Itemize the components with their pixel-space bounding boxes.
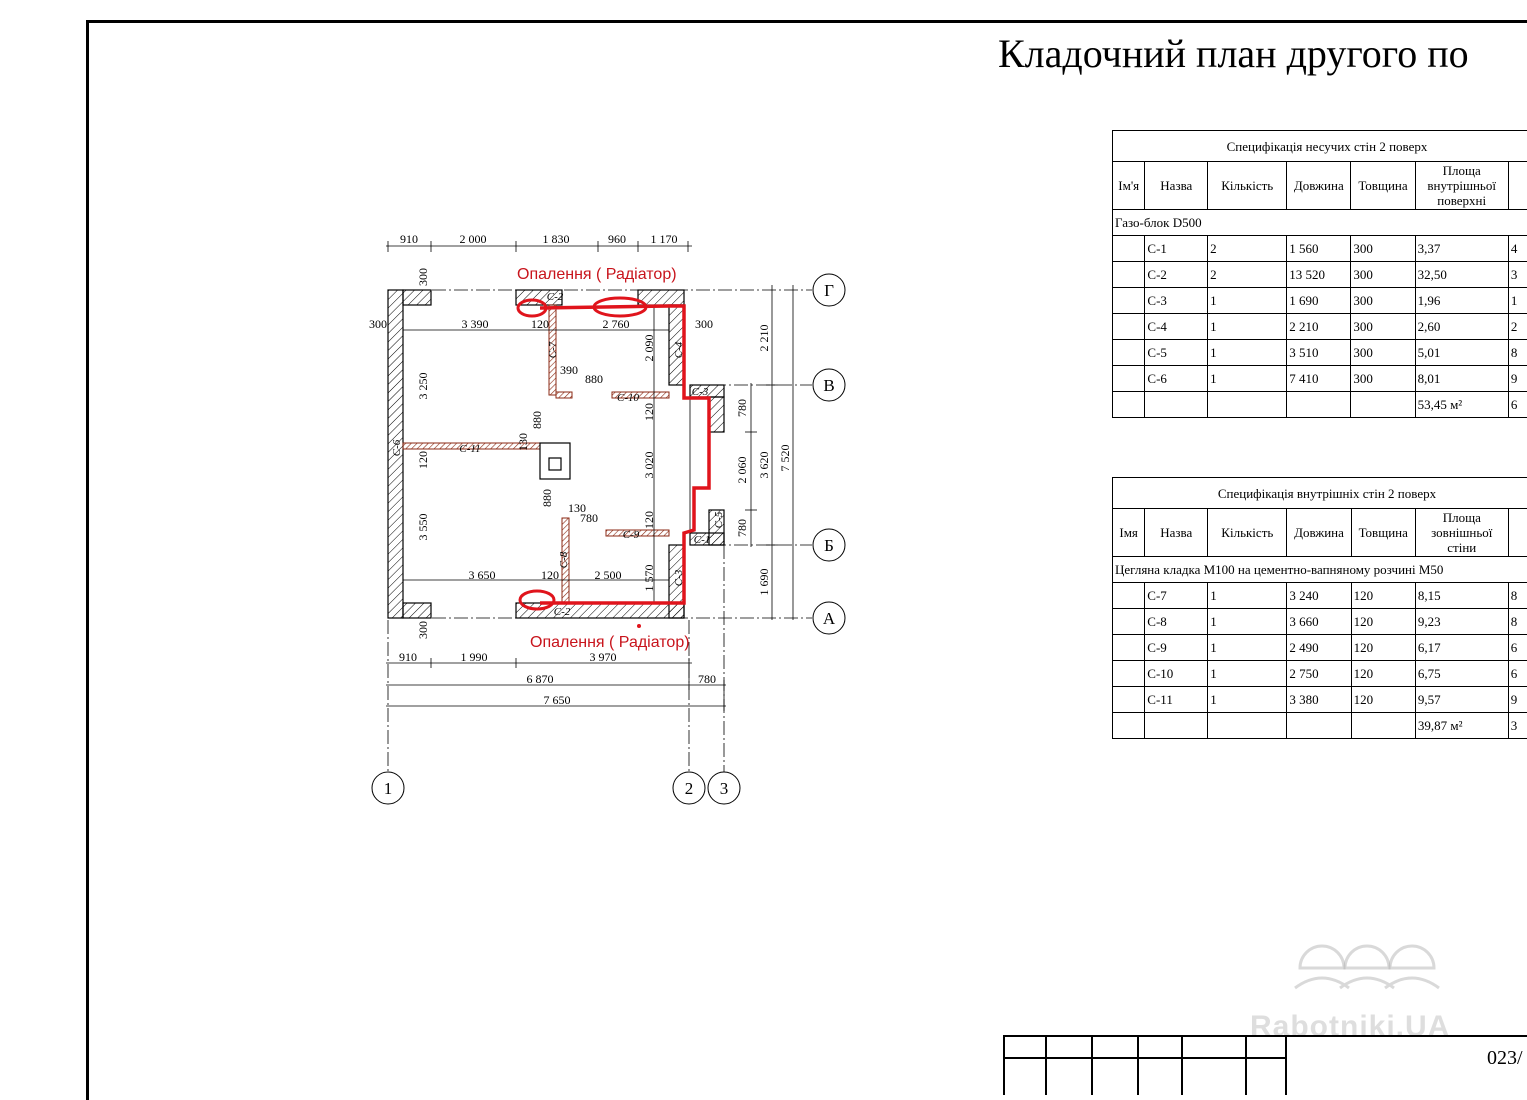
dim-bottom-3: 3 970 xyxy=(590,650,617,664)
table-row: С-2 2 13 520 300 32,50 3 xyxy=(1113,262,1527,288)
table-row: С-1 2 1 560 300 3,37 4 xyxy=(1113,236,1527,262)
wall-label-c8: С-8 xyxy=(558,551,570,568)
table2-group: Цегляна кладка М100 на цементно-вапняному розчині М50 xyxy=(1113,557,1527,583)
dim-inner-19: 2 500 xyxy=(595,568,622,582)
dim-top-5: 1 170 xyxy=(651,232,678,246)
dim-right-3: 2 060 xyxy=(735,457,749,484)
dim-left-4: 300 xyxy=(416,621,430,639)
dim-right-mid: 3 620 xyxy=(757,452,771,479)
table1-header-length: Довжина xyxy=(1287,162,1351,210)
dim-inner-3: 120 xyxy=(531,317,549,331)
table2-title: Специфікація внутрішніх стін 2 поверх xyxy=(1113,478,1527,509)
wall-label-c2-top: С-2 xyxy=(547,291,564,303)
wall-label-c11: С-11 xyxy=(459,443,480,455)
wall-label-c6: С-6 xyxy=(391,439,403,456)
table2-header-name-id: Імя xyxy=(1113,509,1145,557)
wall-label-c10: С-10 xyxy=(617,392,640,404)
table2-header-length: Довжина xyxy=(1287,509,1351,557)
table-row: С-4 1 2 210 300 2,60 2 xyxy=(1113,314,1527,340)
dim-inner-14: 130 xyxy=(568,501,586,515)
stamp-code: 023/ xyxy=(1487,1047,1523,1070)
dim-inner-10: 880 xyxy=(530,411,544,429)
dim-top-3: 1 830 xyxy=(543,232,570,246)
dim-inner-2: 3 390 xyxy=(462,317,489,331)
dim-inner-4: 2 760 xyxy=(603,317,630,331)
heating-label-top: Опалення ( Радіатор) xyxy=(517,266,677,283)
table-row: С-5 1 3 510 300 5,01 8 xyxy=(1113,340,1527,366)
table1-header-count: Кількість xyxy=(1208,162,1287,210)
dim-top-4: 960 xyxy=(608,232,626,246)
table-row: С-9 1 2 490 120 6,17 6 xyxy=(1113,635,1527,661)
dim-right-2: 780 xyxy=(735,399,749,417)
table1-total-row: 53,45 м² 6 xyxy=(1113,392,1527,418)
dim-inner-20: 1 570 xyxy=(642,565,656,592)
dim-inner-15: 780 xyxy=(580,511,598,525)
table1-title: Специфікація несучих стін 2 поверх xyxy=(1113,131,1527,162)
dim-top-2: 2 000 xyxy=(460,232,487,246)
table1-total: 53,45 м² xyxy=(1415,392,1508,418)
dim-inner-18: 120 xyxy=(541,568,559,582)
table-row: С-11 1 3 380 120 9,57 9 xyxy=(1113,687,1527,713)
dim-right-4: 780 xyxy=(735,519,749,537)
table-row: С-7 1 3 240 120 8,15 8 xyxy=(1113,583,1527,609)
dim-inner-9: 130 xyxy=(516,433,530,451)
table2-header-thickness: Товщина xyxy=(1351,509,1415,557)
dim-bottom-5: 780 xyxy=(698,672,716,686)
table2-header-title: Назва xyxy=(1145,509,1208,557)
table-row: С-6 1 7 410 300 8,01 9 xyxy=(1113,366,1527,392)
wall-label-c4: С-4 xyxy=(673,341,685,358)
table1-group: Газо-блок D500 xyxy=(1113,210,1527,236)
dim-inner-12: 3 020 xyxy=(642,452,656,479)
table1-header-thickness: Товщина xyxy=(1351,162,1415,210)
table2-header-area: Площа зовнішньої стіни xyxy=(1415,509,1508,557)
dim-right-1: 2 210 xyxy=(757,325,771,352)
dim-right-total: 7 520 xyxy=(778,445,792,472)
axis-number-3: 3 xyxy=(720,779,729,798)
dim-left-1: 300 xyxy=(416,268,430,286)
dim-top-1: 910 xyxy=(400,232,418,246)
axis-letter-a: А xyxy=(823,609,836,628)
watermark-text: Rabotniki.UA xyxy=(1250,1010,1450,1044)
watermark-helmets-icon xyxy=(1290,928,1450,998)
dim-bottom-2: 1 990 xyxy=(461,650,488,664)
dim-bottom-total: 7 650 xyxy=(544,693,571,707)
dim-left-2: 3 250 xyxy=(416,373,430,400)
table-row: С-10 1 2 750 120 6,75 6 xyxy=(1113,661,1527,687)
wall-label-c3-bottom: С-3 xyxy=(673,569,685,586)
table2-header-count: Кількість xyxy=(1208,509,1287,557)
wall-label-c7: С-7 xyxy=(547,341,559,358)
drawing-title: Кладочний план другого по xyxy=(998,30,1469,77)
dim-inner-1: 300 xyxy=(369,317,387,331)
dim-right-5: 1 690 xyxy=(757,569,771,596)
axis-number-1: 1 xyxy=(384,779,393,798)
dim-inner-6: 2 090 xyxy=(642,335,656,362)
table-row: С-8 1 3 660 120 9,23 8 xyxy=(1113,609,1527,635)
dim-inner-5: 300 xyxy=(695,317,713,331)
dim-inner-17: 3 650 xyxy=(469,568,496,582)
table2-total: 39,87 м² xyxy=(1415,713,1508,739)
wall-label-c3-top: С-3 xyxy=(692,386,709,398)
dim-bottom-1: 910 xyxy=(399,650,417,664)
axis-letter-b: Б xyxy=(824,536,834,555)
wall-label-c1: С-1 xyxy=(694,534,711,546)
dim-inner-8: 880 xyxy=(585,372,603,386)
dim-left-3: 3 550 xyxy=(416,514,430,541)
dim-bottom-4: 6 870 xyxy=(527,672,554,686)
wall-label-c5: С-5 xyxy=(713,511,725,528)
table-row: С-3 1 1 690 300 1,96 1 xyxy=(1113,288,1527,314)
axis-letter-g: Г xyxy=(824,281,834,300)
spec-table-load-bearing xyxy=(1112,130,1527,418)
dim-inner-7: 390 xyxy=(560,363,578,377)
axis-number-2: 2 xyxy=(685,779,694,798)
spec-table-interior xyxy=(1112,477,1527,739)
wall-label-c9: С-9 xyxy=(623,529,640,541)
dim-inner-13: 880 xyxy=(540,489,554,507)
table2-total-row: 39,87 м² 3 xyxy=(1113,713,1527,739)
dim-inner-16: 120 xyxy=(642,511,656,529)
heating-label-bottom: Опалення ( Радіатор) xyxy=(530,634,690,651)
dim-inner-11: 120 xyxy=(642,403,656,421)
axis-letter-v: В xyxy=(823,376,834,395)
wall-label-c2-bottom: С-2 xyxy=(554,606,571,618)
title-block-stamp xyxy=(1003,1035,1527,1095)
dim-inner-21: 120 xyxy=(416,451,430,469)
table1-header-name-id: Ім'я xyxy=(1113,162,1145,210)
table1-header-title: Назва xyxy=(1145,162,1208,210)
table1-header-area: Площа внутрішньої поверхні xyxy=(1415,162,1508,210)
